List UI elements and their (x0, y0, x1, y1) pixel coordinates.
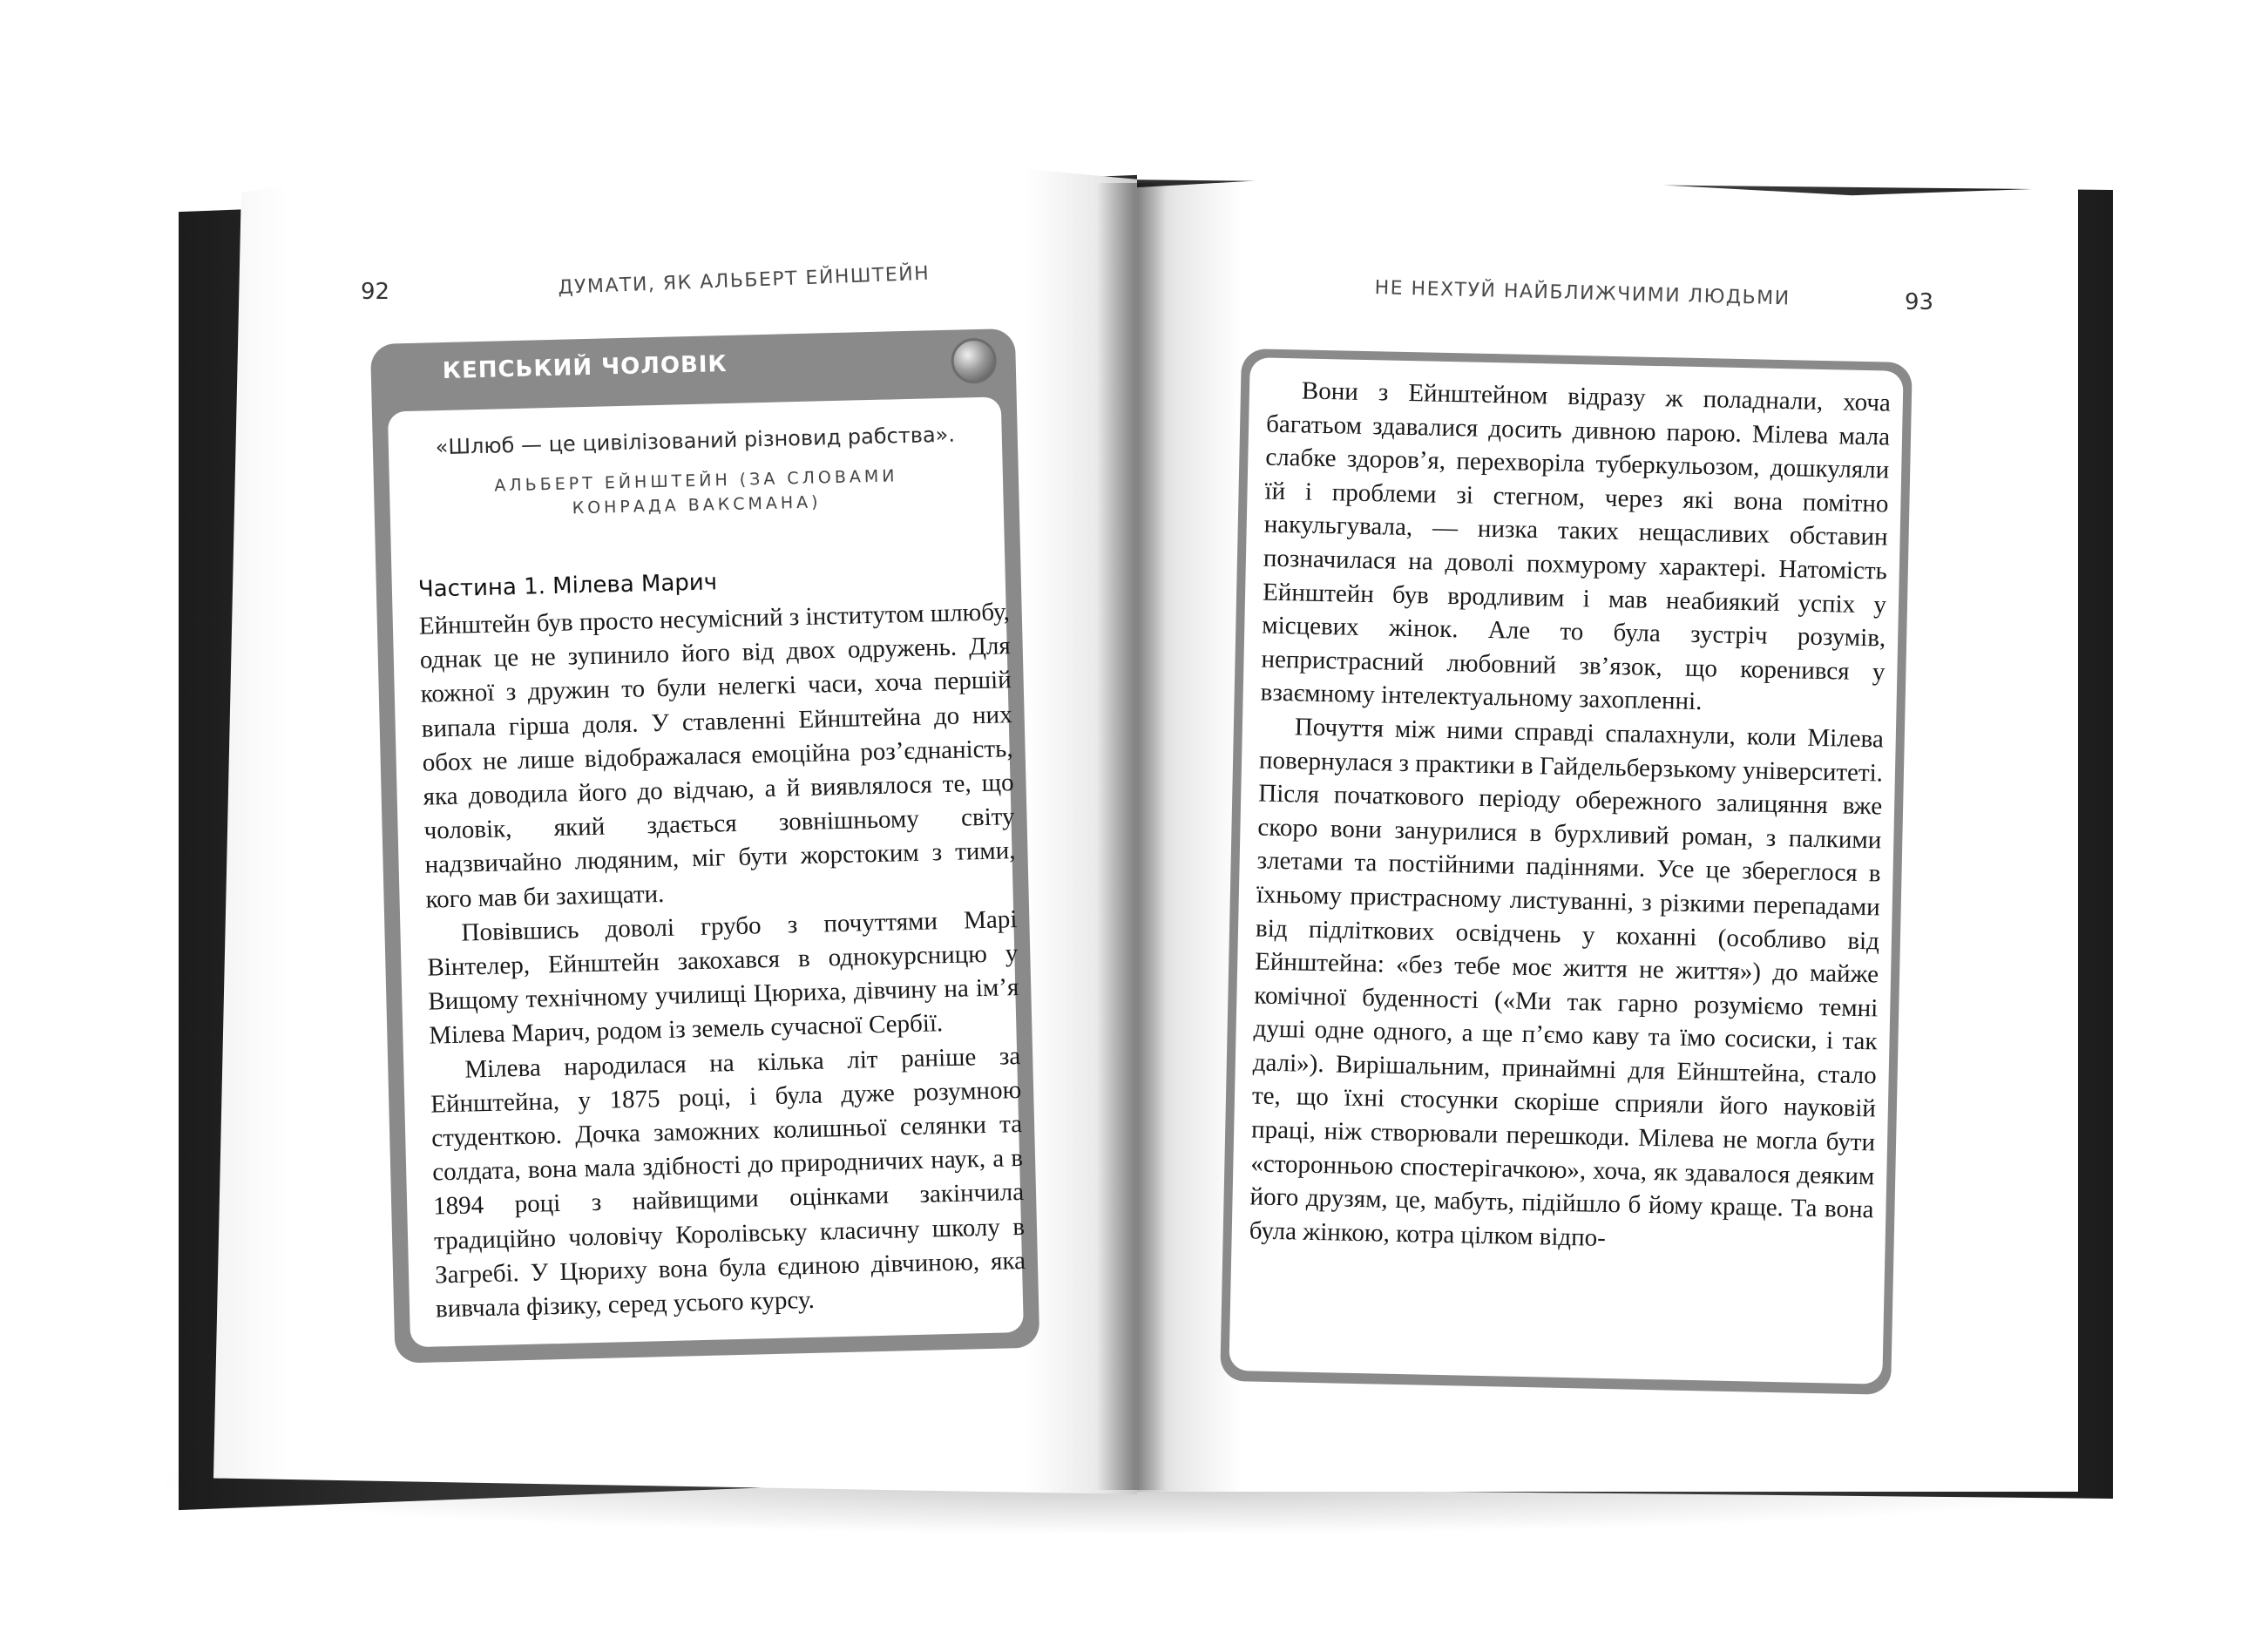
part-heading: Частина 1. Мілева Марич (417, 569, 718, 603)
left-page-number: 92 (361, 279, 390, 305)
left-body-text (418, 595, 1026, 1327)
sidebar-box-left (370, 328, 1039, 1364)
box-content (388, 396, 1024, 1347)
book-gutter (1096, 183, 1166, 1490)
right-page-number: 93 (1905, 289, 1934, 315)
right-body-text (1249, 374, 1891, 1261)
epigraph-quote: «Шлюб — це цивілізований різновид рабства». (435, 422, 956, 460)
box-title-knob-icon (951, 337, 997, 383)
sidebar-box-right (1220, 349, 1913, 1395)
attribution-line-1: АЛЬБЕРТ ЕЙНШТЕЙН (ЗА СЛОВАМИ (494, 466, 898, 496)
left-paragraph-1: Ейнштейн був просто несумісний з інститутом шлюбу, однак це не зупинило його від двох одружень. Для кожної з дружин то були нелегкі часи, хоча першій випала гірша доля. У ставленні Ейнштейна до них обох не лише відображалася емоційна роз’єднаність, яка доводила його до відчаю, а й виявлялося те, що чоловік, який здається зовнішньому світу надзвичайно людяним, міг бути жорстоким з тими, кого мав би захищати. (418, 598, 1016, 914)
left-paragraph-2: Повівшись доволі грубо з почуттями Марі Вінтелер, Ейнштейн закохався в однокурсницю у Вищому технічному училищі Цюриха, дівчину на ім’я Мілева Марич, родом із земель сучасної Сербії. (427, 904, 1019, 1051)
right-paragraph-2: Почуття між ними справді спалахнули, коли Мілева повернулася з практики в Гайдельберзькому університеті. Після початкового періоду обережного залицяння вже скоро вони занурилися в бурхливий роман, з палкими злетами та постійними падіннями. Усе це збереглося в їхньому пристрасному листуванні, з різкими перепадами від підліткових освідчень у коханні (особливо від Ейнштейна: «без тебе моє життя не життя») до майже комічної буденності («Ми так гарно розуміємо темні душі одне одного, а ще п’ємо каву та їмо сосиски, і так далі»). Вирішальним, принаймні для Ейнштейна, стало те, що їхні стосунки скоріше сприяли його науковій праці, ніж створювали перешкоди. Мілева не могла бути «сторонньою спостерігачкою», хоча, як здавалося деяким його друзям, це, мабуть, підійшло б йому краще. Та вона була жінкою, котра цілком відпо- (1249, 713, 1885, 1252)
left-paragraph-3: Мілева народилася на кілька літ раніше за Ейнштейна, у 1875 році, і була дуже розумною студенткою. Дочка заможних колишньої селянки та солдата, вона мала здібності до природничих наук, а в 1894 році з найвищими оцінками закінчила традиційно чоловічу Королівську класичну школу в Загребі. У Цюриху вона була єдиною дівчиною, яка вивчала фізику, серед усього курсу. (430, 1041, 1026, 1324)
left-running-head: ДУМАТИ, ЯК АЛЬБЕРТ ЕЙНШТЕЙН (558, 262, 931, 299)
box-title: КЕПСЬКИЙ ЧОЛОВІК (442, 351, 728, 384)
epigraph-attribution (389, 461, 1004, 525)
right-running-head: НЕ НЕХТУЙ НАЙБЛИЖЧИМИ ЛЮДЬМИ (1374, 277, 1791, 310)
box-content-right (1229, 357, 1903, 1384)
right-paragraph-1: Вони з Ейнштейном відразу ж поладнали, хоча багатьом здавалися досить дивною парою. Мілева мала слабке здоров’я, перехворіла туберкульозом, дошкуляли їй і проблеми зі стегном, через які вона помітно накульгувала, — низка таких нещасливих обставин позначилася на доволі похмурому характері. Натомість Ейнштейн був вродливим і мав неабиякий успіх у місцевих жінок. Але то була зустріч розумів, непристрасний любовний зв’язок, що коренився у взаємному інтелектуальному захопленні. (1260, 376, 1892, 716)
attribution-line-2: КОНРАДА ВАКСМАНА) (572, 492, 822, 518)
